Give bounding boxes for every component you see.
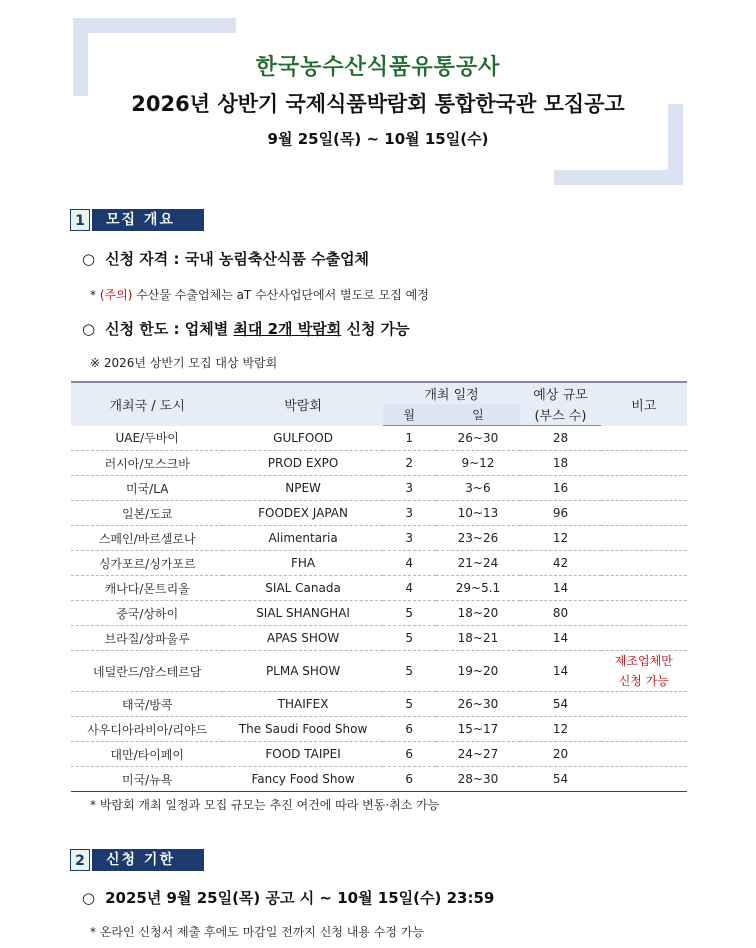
table-row [71,742,687,767]
cell-fair: APAS SHOW [223,626,382,651]
decor-bracket-top-left [73,18,236,33]
table-row [71,451,687,476]
cell-country: UAE/두바이 [71,426,223,451]
cell-days: 18~21 [436,626,521,651]
cell-booths: 80 [520,601,600,626]
cell-country: 일본/도쿄 [71,501,223,526]
col-header-month: 월 [383,404,436,426]
limit-prefix: 신청 한도 : 업체별 [105,320,234,338]
cell-fair: PROD EXPO [223,451,382,476]
cell-note [601,501,687,526]
cell-note [601,551,687,576]
table-row [71,767,687,792]
cell-month: 6 [383,742,436,767]
page-title: 2026년 상반기 국제식품박람회 통합한국관 모집공고 [131,92,625,116]
table-footnote: * 박람회 개최 일정과 모집 규모는 추진 여건에 따라 변동·취소 가능 [90,798,440,812]
cell-country: 싱가포르/싱가포르 [71,551,223,576]
cell-note [601,476,687,501]
table-row [71,626,687,651]
table-caption: ※ 2026년 상반기 모집 대상 박람회 [90,356,278,370]
eligibility-text: 신청 자격 : 국내 농림축산식품 수출업체 [105,250,370,268]
section-2-title: 신청 기한 [92,849,204,871]
fair-schedule-table [71,381,687,792]
cell-days: 28~30 [436,767,521,792]
cell-note [601,692,687,717]
cell-days: 26~30 [436,692,521,717]
cell-note [601,426,687,451]
cell-days: 24~27 [436,742,521,767]
col-header-schedule: 개최 일정 [383,382,521,404]
cell-note [601,601,687,626]
section-1-title: 모집 개요 [92,209,204,231]
cell-days: 15~17 [436,717,521,742]
col-header-fair: 박람회 [223,382,382,426]
cell-note [601,717,687,742]
caution-prefix: * [90,288,100,302]
table-row [71,476,687,501]
cell-days: 21~24 [436,551,521,576]
cell-country: 러시아/모스크바 [71,451,223,476]
cell-booths: 54 [520,767,600,792]
cell-booths: 20 [520,742,600,767]
cell-country: 미국/뉴욕 [71,767,223,792]
cell-note [601,526,687,551]
cell-days: 9~12 [436,451,521,476]
cell-country: 캐나다/몬트리올 [71,576,223,601]
cell-month: 5 [383,692,436,717]
col-header-country: 개최국 / 도시 [71,382,223,426]
cell-booths: 18 [520,451,600,476]
cell-fair: SIAL SHANGHAI [223,601,382,626]
section-1-number: 1 [70,209,90,231]
caution-note [90,286,429,303]
fair-table-body [71,426,687,792]
cell-fair: NPEW [223,476,382,501]
section-2-number: 2 [70,849,90,871]
cell-booths: 16 [520,476,600,501]
cell-days: 18~20 [436,601,521,626]
organization-name: 한국농수산식품유통공사 [255,55,501,80]
col-header-day: 일 [436,404,521,426]
table-row [71,651,687,692]
cell-month: 2 [383,451,436,476]
deadline-item [82,887,494,908]
cell-days: 29~5.1 [436,576,521,601]
cell-month: 6 [383,717,436,742]
col-header-scale: 예상 규모 [520,382,600,404]
cell-month: 3 [383,526,436,551]
caution-text: 수산물 수출업체는 aT 수산사업단에서 별도로 모집 예정 [132,288,429,302]
cell-fair: FOOD TAIPEI [223,742,382,767]
cell-country: 네덜란드/암스테르담 [71,651,223,692]
cell-country: 대만/타이페이 [71,742,223,767]
cell-fair: FOODEX JAPAN [223,501,382,526]
cell-fair: The Saudi Food Show [223,717,382,742]
cell-month: 5 [383,626,436,651]
cell-month: 3 [383,501,436,526]
section-1-header [70,209,204,231]
cell-month: 5 [383,601,436,626]
table-row [71,601,687,626]
cell-note [601,742,687,767]
cell-days: 3~6 [436,476,521,501]
table-row [71,526,687,551]
cell-days: 19~20 [436,651,521,692]
limit-emphasis: 최대 2개 박람회 [233,320,342,338]
table-row [71,501,687,526]
cell-booths: 14 [520,626,600,651]
cell-month: 6 [383,767,436,792]
deadline-text: 2025년 9월 25일(목) 공고 시 ~ 10월 15일(수) 23:59 [105,889,495,907]
cell-fair: PLMA SHOW [223,651,382,692]
cell-note [601,576,687,601]
limit-item [82,318,410,339]
cell-fair: Alimentaria [223,526,382,551]
decor-bracket-bottom-right [554,170,683,185]
cell-month: 1 [383,426,436,451]
cell-month: 4 [383,551,436,576]
cell-fair: THAIFEX [223,692,382,717]
cell-booths: 14 [520,651,600,692]
eligibility-item [82,248,369,269]
cell-days: 10~13 [436,501,521,526]
cell-fair: FHA [223,551,382,576]
cell-booths: 42 [520,551,600,576]
bullet-circle-icon: ○ [82,320,96,338]
table-row [71,576,687,601]
cell-month: 3 [383,476,436,501]
cell-booths: 12 [520,526,600,551]
cell-booths: 14 [520,576,600,601]
cell-country: 사우디아라비아/리야드 [71,717,223,742]
cell-fair: GULFOOD [223,426,382,451]
cell-country: 스페인/바르셀로나 [71,526,223,551]
deadline-note: * 온라인 신청서 제출 후에도 마감일 전까지 신청 내용 수정 가능 [90,925,424,939]
limit-suffix: 신청 가능 [341,320,410,338]
cell-country: 태국/방콕 [71,692,223,717]
table-row [71,692,687,717]
bullet-circle-icon: ○ [82,889,96,907]
cell-note [601,451,687,476]
table-row [71,717,687,742]
cell-booths: 12 [520,717,600,742]
section-2-header [70,849,204,871]
cell-note [601,767,687,792]
cell-country: 미국/LA [71,476,223,501]
cell-booths: 28 [520,426,600,451]
cell-fair: SIAL Canada [223,576,382,601]
bullet-circle-icon: ○ [82,250,96,268]
cell-booths: 54 [520,692,600,717]
col-header-booths: (부스 수) [520,404,600,426]
cell-country: 브라질/상파울루 [71,626,223,651]
cell-month: 5 [383,651,436,692]
cell-days: 23~26 [436,526,521,551]
cell-note [601,626,687,651]
cell-fair: Fancy Food Show [223,767,382,792]
cell-note: 제조업체만 신청 가능 [601,651,687,692]
recruitment-period: 9월 25일(목) ~ 10월 15일(수) [267,130,489,148]
caution-label: (주의) [99,288,133,302]
cell-country: 중국/상하이 [71,601,223,626]
col-header-note: 비고 [601,382,687,426]
table-row [71,426,687,451]
cell-days: 26~30 [436,426,521,451]
cell-month: 4 [383,576,436,601]
cell-booths: 96 [520,501,600,526]
table-row [71,551,687,576]
